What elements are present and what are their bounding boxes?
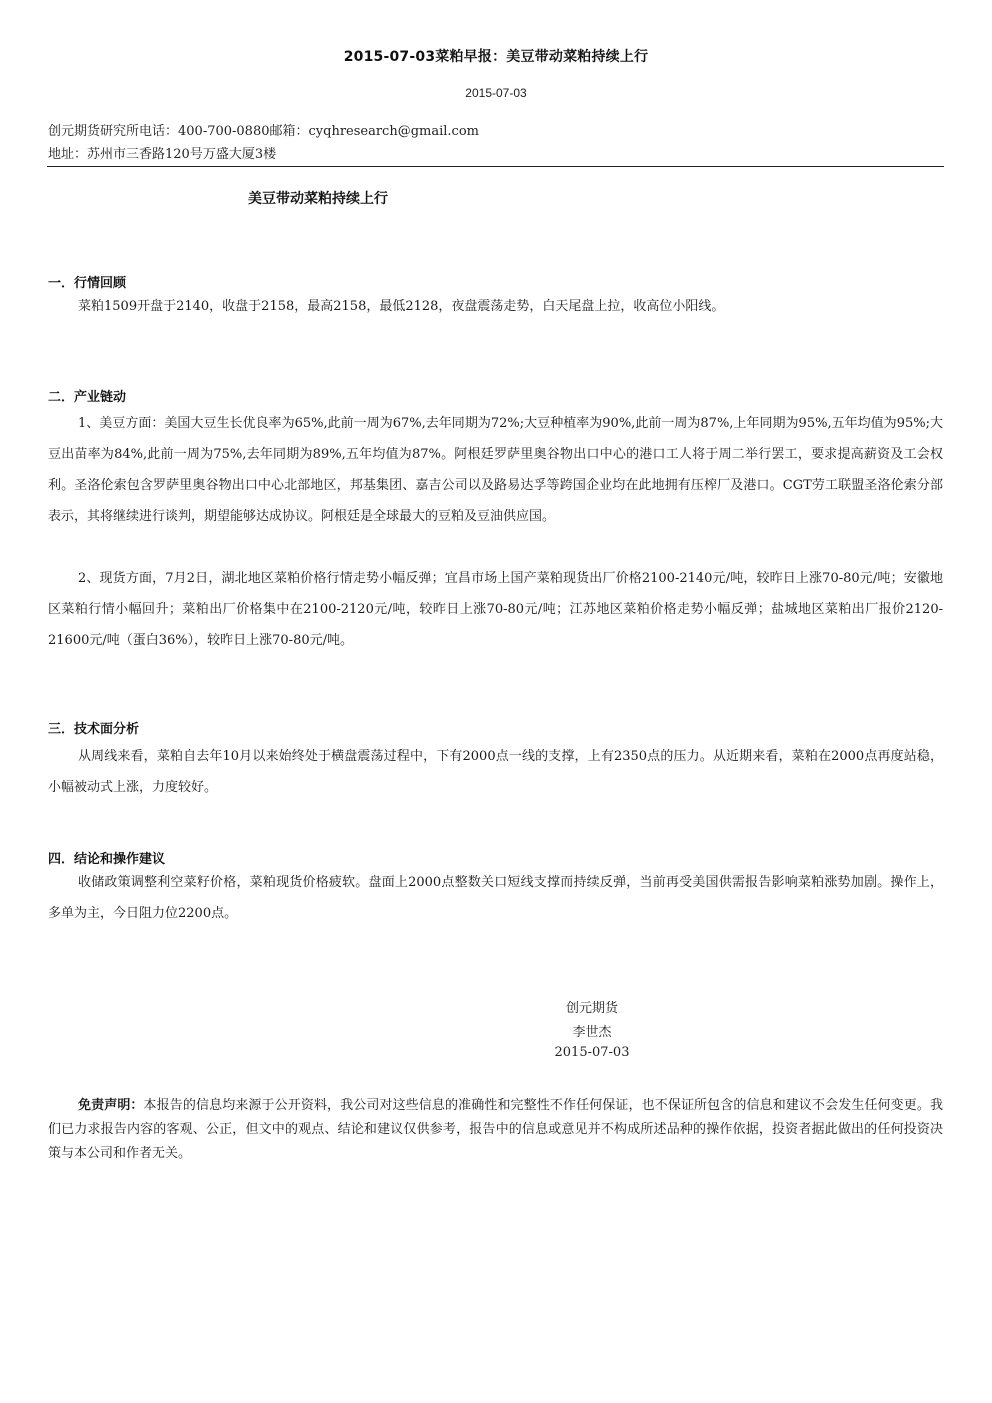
section-heading-conclusion: 四．结论和操作建议 — [48, 852, 166, 867]
disclaimer-label: 免责声明： — [78, 1098, 144, 1113]
signature-author: 李世杰 — [572, 1025, 612, 1040]
disclaimer — [48, 1094, 943, 1166]
report-subtitle: 美豆带动菜粕持续上行 — [248, 191, 388, 207]
signature-company: 创元期货 — [565, 1001, 618, 1016]
section-heading-technical-analysis: 三．技术面分析 — [48, 722, 140, 737]
header-divider — [47, 166, 944, 167]
address-line: 地址：苏州市三香路120号万盛大厦3楼 — [48, 147, 277, 162]
report-title: 2015-07-03菜粕早报：美豆带动菜粕持续上行 — [343, 49, 649, 65]
section-paragraph: 从周线来看，菜粕自去年10月以来始终处于横盘震荡过程中，下有2000点一线的支撑，上有2350点的压力。从近期来看，菜粕在2000点再度站稳，小幅被动式上涨，力度较好。 — [48, 749, 943, 795]
section-paragraph: 菜粕1509开盘于2140，收盘于2158，最高2158，最低2128，夜盘震荡走势，白天尾盘上拉，收高位小阳线。 — [78, 299, 725, 314]
disclaimer-text: 本报告的信息均来源于公开资料，我公司对这些信息的准确性和完整性不作任何保证，也不保证所包含的信息和建议不会发生任何变更。我们已力求报告内容的客观、公正，但文中的观点、结论和建议仅供参考，报告中的信息或意见并不构成所述品种的操作依据，投资者据此做出的任何投资决策与本公司和作者无关。 — [48, 1098, 943, 1161]
section-heading-industry-chain: 二．产业链动 — [48, 390, 127, 405]
contact-line: 创元期货研究所电话：400-700-0880邮箱：cyqhresearch@gmail.com — [48, 124, 479, 139]
section-heading-market-review: 一．行情回顾 — [48, 276, 127, 291]
section-paragraph: 收储政策调整利空菜籽价格，菜粕现货价格疲软。盘面上2000点整数关口短线支撑而持续反弹，当前再受美国供需报告影响菜粕涨势加剧。操作上，多单为主，今日阻力位2200点。 — [48, 875, 943, 921]
section-paragraph: 2、现货方面，7月2日，湖北地区菜粕价格行情走势小幅反弹；宜昌市场上国产菜粕现货出厂价格2100-2140元/吨，较昨日上涨70-80元/吨；安徽地区菜粕行情小幅回升；菜粕出厂价格集中在2100-2120元/吨，较昨日上涨70-80元/吨；江苏地区菜粕价格走势小幅反弹；盐城地区菜粕出厂报价2120-21600元/吨（蛋白36%），较昨日上涨70-80元/吨。 — [48, 571, 943, 648]
section-paragraph: 1、美豆方面：美国大豆生长优良率为65%,此前一周为67%,去年同期为72%;大豆种植率为90%,此前一周为87%,上年同期为95%,五年均值为95%;大豆出苗率为84%,此前一周为75%,去年同期为89%,五年均值为87%。阿根廷罗萨里奥谷物出口中心的港口工人将于周二举行罢工，要求提高薪资及工会权利。圣洛伦索包含罗萨里奥谷物出口中心北部地区，邦基集团、嘉吉公司以及路易达孚等跨国企业均在此地拥有压榨厂及港口。CGT劳工联盟圣洛伦索分部表示，其将继续进行谈判，期望能够达成协议。阿根廷是全球最大的豆粕及豆油供应国。 — [48, 416, 943, 524]
signature-date: 2015-07-03 — [554, 1045, 630, 1060]
report-date: 2015-07-03 — [465, 86, 527, 100]
